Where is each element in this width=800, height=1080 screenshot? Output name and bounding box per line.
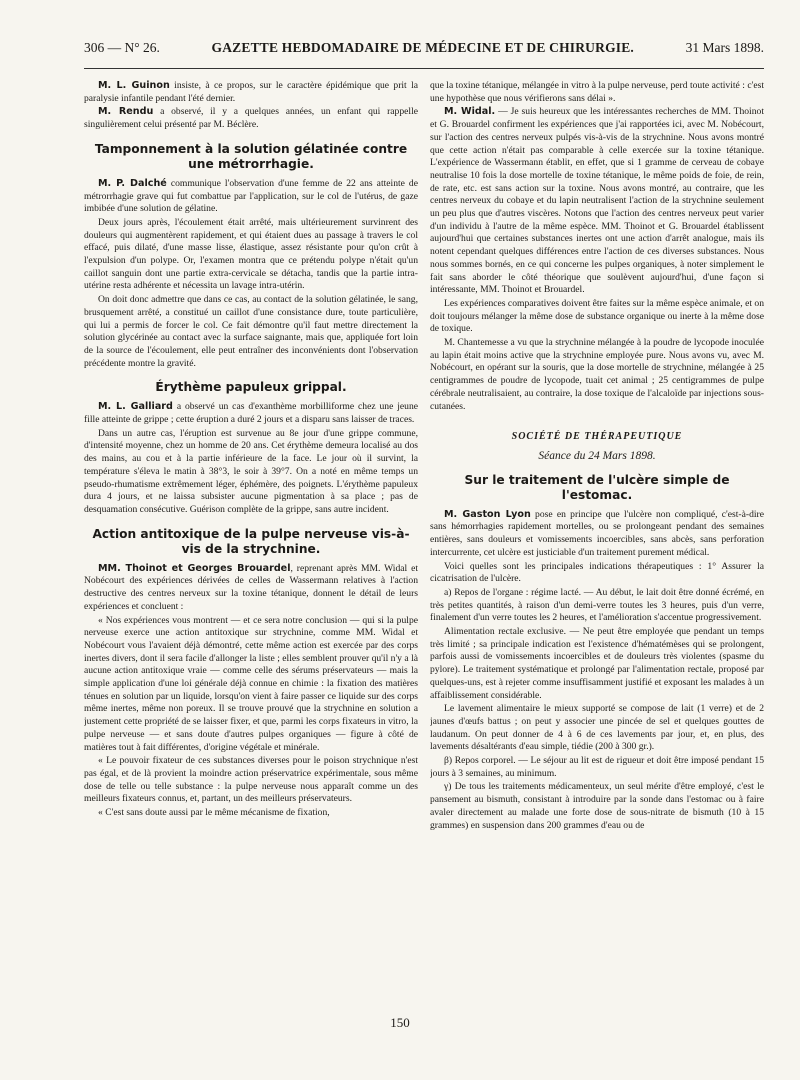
header-rule — [84, 68, 764, 69]
paragraph-text: a observé un cas d'exanthème morbilliforme chez une jeune fille atteinte de grippe ; cette éruption a duré 2 jours et a disparu sans laisser de traces. — [84, 401, 418, 426]
paragraph: Deux jours après, l'écoulement était arrêté, mais ultérieurement survinrent des douleurs qui augmentèrent rapidement, et qui étaient dues au passage à travers le col effacé, puis dilaté, d'une masse lisse, élastique, assez résistante pour qu'on crût à l'expulsion d'un polype. Or, l'examen montra que ce prétendu polype n'était qu'un caillot sanguin dont une partie extra-cervicale se détacha, tandis que la partie intra-utérine resta adhérente et nécessita un lavage intra-utérin. — [84, 216, 418, 292]
paragraph: β) Repos corporel. — Le séjour au lit est de rigueur et doit être imposé pendant 15 jours à 3 semaines, au minimum. — [430, 755, 764, 779]
paragraph: γ) De tous les traitements médicamenteux, un seul mérite d'être employé, c'est le pansement au bismuth, consistant à introduire par la sonde dans l'estomac ou à faire avaler directement au malade une forte dose de sous-nitrate de bismuth (10 à 15 grammes) en suspension dans 200 grammes d'eau ou de — [430, 781, 764, 831]
paragraph: a) Repos de l'organe : régime lacté. — Au début, le lait doit être donné écrémé, en très petites quantités, à raison d'un demi-verre toutes les 3 heures, puis d'un verre, finalement d'un verre toutes les 2 heures, et l'amélioration s'accentue progressivement. — [430, 586, 764, 624]
paragraph — [84, 563, 418, 614]
paragraph: On doit donc admettre que dans ce cas, au contact de la solution gélatinée, le sang, brusquement arrêté, a constitué un caillot d'une consistance dure, toute particulière, qui lui a permis de forcer le col. Ce fait démontre qu'il faut mettre directement la solution glycérinée au contact avec la surface saignante, mais que, appliquée fort loin de la source de l'écoulement, elle peut entraîner des inconvénients dont l'observation précédente montre la gravité. — [84, 294, 418, 369]
page-number: 150 — [390, 1015, 410, 1030]
section-heading: Érythème papuleux grippal. — [155, 380, 347, 395]
section-heading: Sur le traitement de l'ulcère simple de l'estomac. — [464, 472, 730, 502]
society-title: SOCIÉTÉ DE THÉRAPEUTIQUE — [511, 431, 683, 443]
paragraph: « C'est sans doute aussi par le même mécanisme de fixation, — [98, 807, 330, 819]
paragraph: Dans un autre cas, l'éruption est survenue au 8e jour d'une grippe commune, d'intensité moyenne, chez un homme de 20 ans. Cet érythème demeura localisé au dos des mains, au cou et à la partie inférieure de la face. Le jour où il survint, la température s'éleva le matin à 38°3, le soir à 39°7. On a noté en même temps un pseudo-rhumatisme extrêmement léger, éphémère, des poignets. L'érythème papuleux dura 4 jours, et ne laissa subsister aucune pigmentation à sa place ; pas de desquamation consécutive. Guérison complète de la grippe, sans autre incident. — [84, 427, 418, 515]
paragraph-text: a observé, il y a quelques années, un enfant qui rappelle singulièrement celui présenté par M. Béclère. — [84, 106, 418, 131]
paragraph-text: pose en principe que l'ulcère non compliqué, c'est-à-dire sans hémorrhagies rapidement mortelles, ou se prolongeant pendant des semaines entières, sans douleurs et vomissements incoercibles, sans abcès, sans perforation intercurrente, cet ulcère est justiciable d'un traitement purement médical. — [430, 508, 764, 558]
header-page-issue: 306 — N° 26. — [84, 40, 160, 55]
paragraph: « Le pouvoir fixateur de ces substances diverses pour le poison strychnique n'est pas égal, et de là provient la moindre action préservatrice expérimentale, sous même dose de telle ou telle substance : la pulpe nerveuse nous apparaît comme un des meilleurs fixateurs connus, et, partant, un des meilleurs préservateurs. — [84, 755, 418, 805]
paragraph — [84, 80, 418, 105]
paragraph: que la toxine tétanique, mélangée in vitro à la pulpe nerveuse, perd toute activité : c'est une hypothèse que nous vérifierons sans délai ». — [430, 80, 764, 104]
paragraph: « Nos expériences vous montrent — et ce sera notre conclusion — qui si la pulpe nerveuse exerce une action antitoxique sur strychnine, comme MM. Widal et Nobécourt vous l'avaient déjà démontré, cette même action est exercée par des corps inertes divers, dont il sera facile d'allonger la liste ; elles semblent prouver qu'il n'y a là aucune action antitoxique vraie — comme celle des sérums préservateurs — mais la simple application d'une loi générale déjà connue en chimie : la fixation des matières ténues en solution par un liquide, lorsqu'on vient à faire passer ce liquide sur des corps même inertes, même non poreux. Il se trouve prouvé que la strychnine en solution a justement cette propriété de se laisser fixer, et que, parmi les corps fixateurs in vitro, la pulpe nerveuse — et sans doute d'autres pulpes organiques — figure à côté de matières tout à fait différentes, d'origine végétale et minérale. — [84, 614, 418, 753]
header-journal-title: GAZETTE HEBDOMADAIRE DE MÉDECINE ET DE CHIRURGIE. — [211, 40, 635, 55]
paragraph: Alimentation rectale exclusive. — Ne peut être employée que pendant un temps très limité ; sa principale indication est l'existence d'hématémèses qui se prolongent, parfois aussi de vomissements incoercibles et de douleurs très violentes (spasme du pylore). Le traitement systématique et prolongé par l'alimentation rectale, proposé par quelques-uns, est à rejeter comme insuffisamment justifié et exposant les malades à un affaiblissement considérable. — [430, 626, 764, 701]
session-date: Séance du 24 Mars 1898. — [538, 449, 656, 462]
paragraph: Les expériences comparatives doivent être faites sur la même espèce animale, et on doit toujours mélanger la même dose de substance organique ou inerte à la même dose de toxique. — [430, 297, 764, 335]
speaker-name: M. L. Guinon — [98, 80, 170, 91]
speaker-name: M. Gaston Lyon — [444, 508, 531, 520]
right-column — [430, 80, 764, 1010]
paragraph — [84, 401, 418, 426]
paragraph-text: insiste, à ce propos, sur le caractère épidémique que prit la paralysie infantile pendant l'été dernier. — [84, 80, 418, 104]
paragraph — [84, 106, 418, 131]
speaker-name: M. L. Galliard — [98, 401, 173, 413]
paragraph — [430, 106, 764, 297]
paragraph-text: — Je suis heureux que les intéressantes recherches de MM. Thoinot et G. Brouardel confirment les expériences que j'ai rapportées ici, avec M. Nobécourt, sur l'action des centres nerveux pulpés vis-à-vis de la strychnine. Nous avons montré que cette action n'était pas comparable à celle exercée sur la toxine tétanique. L'expérience de Wassermann établit, en effet, que si 1 gramme de cerveau de cobaye neutralise 10 fois la dose mortelle de toxine tétanique, le même poids de foie, de rein, de rate, etc. est sans action sur la toxine. Nous avons montré, au contraire, que les centres nerveux du cobaye et du lapin neutralisent l'action de la strychnine seulement un peu plus que d'autres viscères. Notons que l'action des centres nerveux peut varier d'un individu à l'autre de la même espèce. MM. Thoinot et G. Brouardel établissent aujourd'hui que certaines substances inertes ont une action d'arrêt analogue, mais ils notent cependant quelques différences entre l'action de ces diverses substances. Nous nous sommes bornés, en ce qui concerne les pulpes organiques, à noter simplement le fait sans aborder le côté théorique que soulèvent aujourd'hui, d'une façon si intéressante, MM. Thoinot et Brouardel. — [430, 106, 764, 296]
paragraph — [84, 178, 418, 216]
paragraph: M. Chantemesse a vu que la strychnine mélangée à la poudre de lycopode inoculée au lapin était moins active que la strychnine employée pure. Nous avons vu, avec M. Nobécourt, en opérant sur la souris, que la dose mortelle de strychnine, mélangée à 25 centigrammes de poudre de lycopode, tuait cet animal ; 25 centigrammes de pulpe cérébrale neutralisaient, au contraire, la dose toxique de l'alcaloïde par injections sous-cutanées. — [430, 337, 764, 412]
speaker-name: M. Widal. — [444, 106, 496, 118]
paragraph: Voici quelles sont les principales indications thérapeutiques : 1° Assurer la cicatrisation de l'ulcère. — [430, 560, 764, 585]
paragraph: Le lavement alimentaire le mieux supporté se compose de lait (1 verre) et de 2 jaunes d'œufs battus ; on peut y associer une pincée de sel et quelques gouttes de laudanum. On peut donner de 4 à 6 de ces lavements par jour, et, en plus, des lavements désaltérants d'eau simple, tiédie (200 à 300 gr.). — [430, 703, 764, 753]
speaker-name: MM. Thoinot et Georges Brouardel — [98, 562, 291, 574]
header-date: 31 Mars 1898. — [685, 40, 764, 55]
section-heading: Tamponnement à la solution gélatinée contre une métrorrhagie. — [94, 141, 408, 171]
left-column — [84, 80, 418, 1010]
running-header — [84, 40, 764, 66]
section-heading: Action antitoxique de la pulpe nerveuse vis-à-vis de la strychnine. — [92, 526, 410, 556]
speaker-name: M. P. Dalché — [98, 177, 167, 189]
paragraph-text: communique l'observation d'une femme de 22 ans atteinte de métrorrhagie grave qui fut combattue par l'application, sur le col de l'utérus, de gaze imbibée d'une solution de gélatine. — [84, 177, 418, 215]
paragraph — [430, 509, 764, 560]
speaker-name: M. Rendu — [98, 106, 154, 118]
paragraph-text: , reprenant après MM. Widal et Nobécourt des expériences dérivées de celles de Wassermann relatives à l'action destructive des centres nerveux sur la toxine tétanique, donnent le détail de leurs expériences et concluent : — [84, 562, 418, 612]
